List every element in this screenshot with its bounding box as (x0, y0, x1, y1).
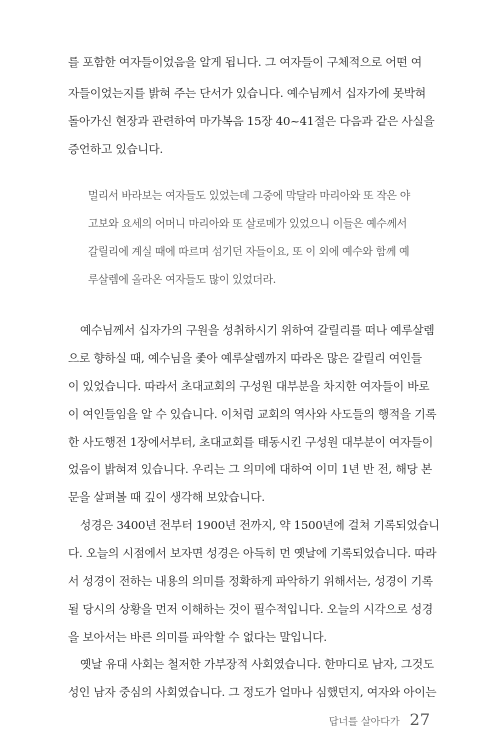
text-line: 성인 남자 중심의 사회였습니다. 그 정도가 얼마나 심했던지, 여자와 아이는 (68, 685, 437, 699)
text-line: 예수님께서 십자가의 구원을 성취하시기 위하여 갈릴리를 떠나 예루살렘 (80, 323, 435, 337)
text-line: 서 성경이 전하는 내용의 의미를 정확하게 파악하기 위해서는, 성경이 기록 (68, 574, 433, 588)
text-line: 증언하고 있습니다. (68, 142, 163, 156)
text-line: 성경은 3400년 전부터 1900년 전까지, 약 1500년에 걸쳐 기록되었습니 (80, 518, 440, 532)
quote-line: 갈릴리에 계실 때에 따르며 섬기던 자들이요, 또 이 외에 예수와 함께 예 (88, 245, 410, 258)
text-line: 옛날 유대 사회는 철저한 가부장적 사회였습니다. 한마디로 남자, 그것도 (80, 657, 434, 671)
text-line: 돌아가신 현장과 관련하여 마가복음 15장 40~41절은 다음과 같은 사실을 (68, 114, 435, 128)
text-line: 이 여인들임을 알 수 있습니다. 이처럼 교회의 역사와 사도들의 행적을 기록 (68, 407, 437, 421)
quote-line: 멀리서 바라보는 여자들도 있었는데 그중에 막달라 마리아와 또 작은 야 (88, 189, 410, 202)
text-line: 될 당시의 상황을 먼저 이해하는 것이 필수적입니다. 오늘의 시각으로 성경 (68, 602, 433, 616)
text-line: 한 사도행전 1장에서부터, 초대교회를 태동시킨 구성원 대부분이 여자들이 (68, 435, 434, 449)
page-number: 27 (409, 710, 430, 729)
text-line: 문을 살펴볼 때 깊이 생각해 보았습니다. (68, 490, 265, 504)
text-line: 다. 오늘의 시점에서 보자면 성경은 아득히 먼 옛날에 기록되었습니다. 따라 (68, 546, 437, 560)
text-line: 을 보아서는 바른 의미를 파악할 수 없다는 말입니다. (68, 630, 327, 644)
text-line: 자들이었는지를 밝혀 주는 단서가 있습니다. 예수님께서 십자가에 못박혀 (68, 86, 426, 100)
text-line: 를 포함한 여자들이었음을 알게 됩니다. 그 여자들이 구체적으로 어떤 여 (68, 55, 422, 69)
quote-line: 루살렘에 올라온 여자들도 많이 있었더라. (88, 273, 276, 286)
text-line: 었음이 밝혀져 있습니다. 우리는 그 의미에 대하여 이미 1년 반 전, 해당 본 (68, 462, 432, 476)
text-line: 이 있었습니다. 따라서 초대교회의 구성원 대부분을 차지한 여자들이 바로 (68, 379, 430, 393)
running-title: 답너를 살아다가 (328, 717, 400, 728)
page-footer (329, 710, 430, 729)
quote-line: 고보와 요세의 어머니 마리아와 또 살로메가 있었으니 이들은 예수께서 (88, 217, 407, 230)
text-line: 으로 향하실 때, 예수님을 좇아 예루살렘까지 따라온 많은 갈릴리 여인들 (68, 351, 422, 365)
